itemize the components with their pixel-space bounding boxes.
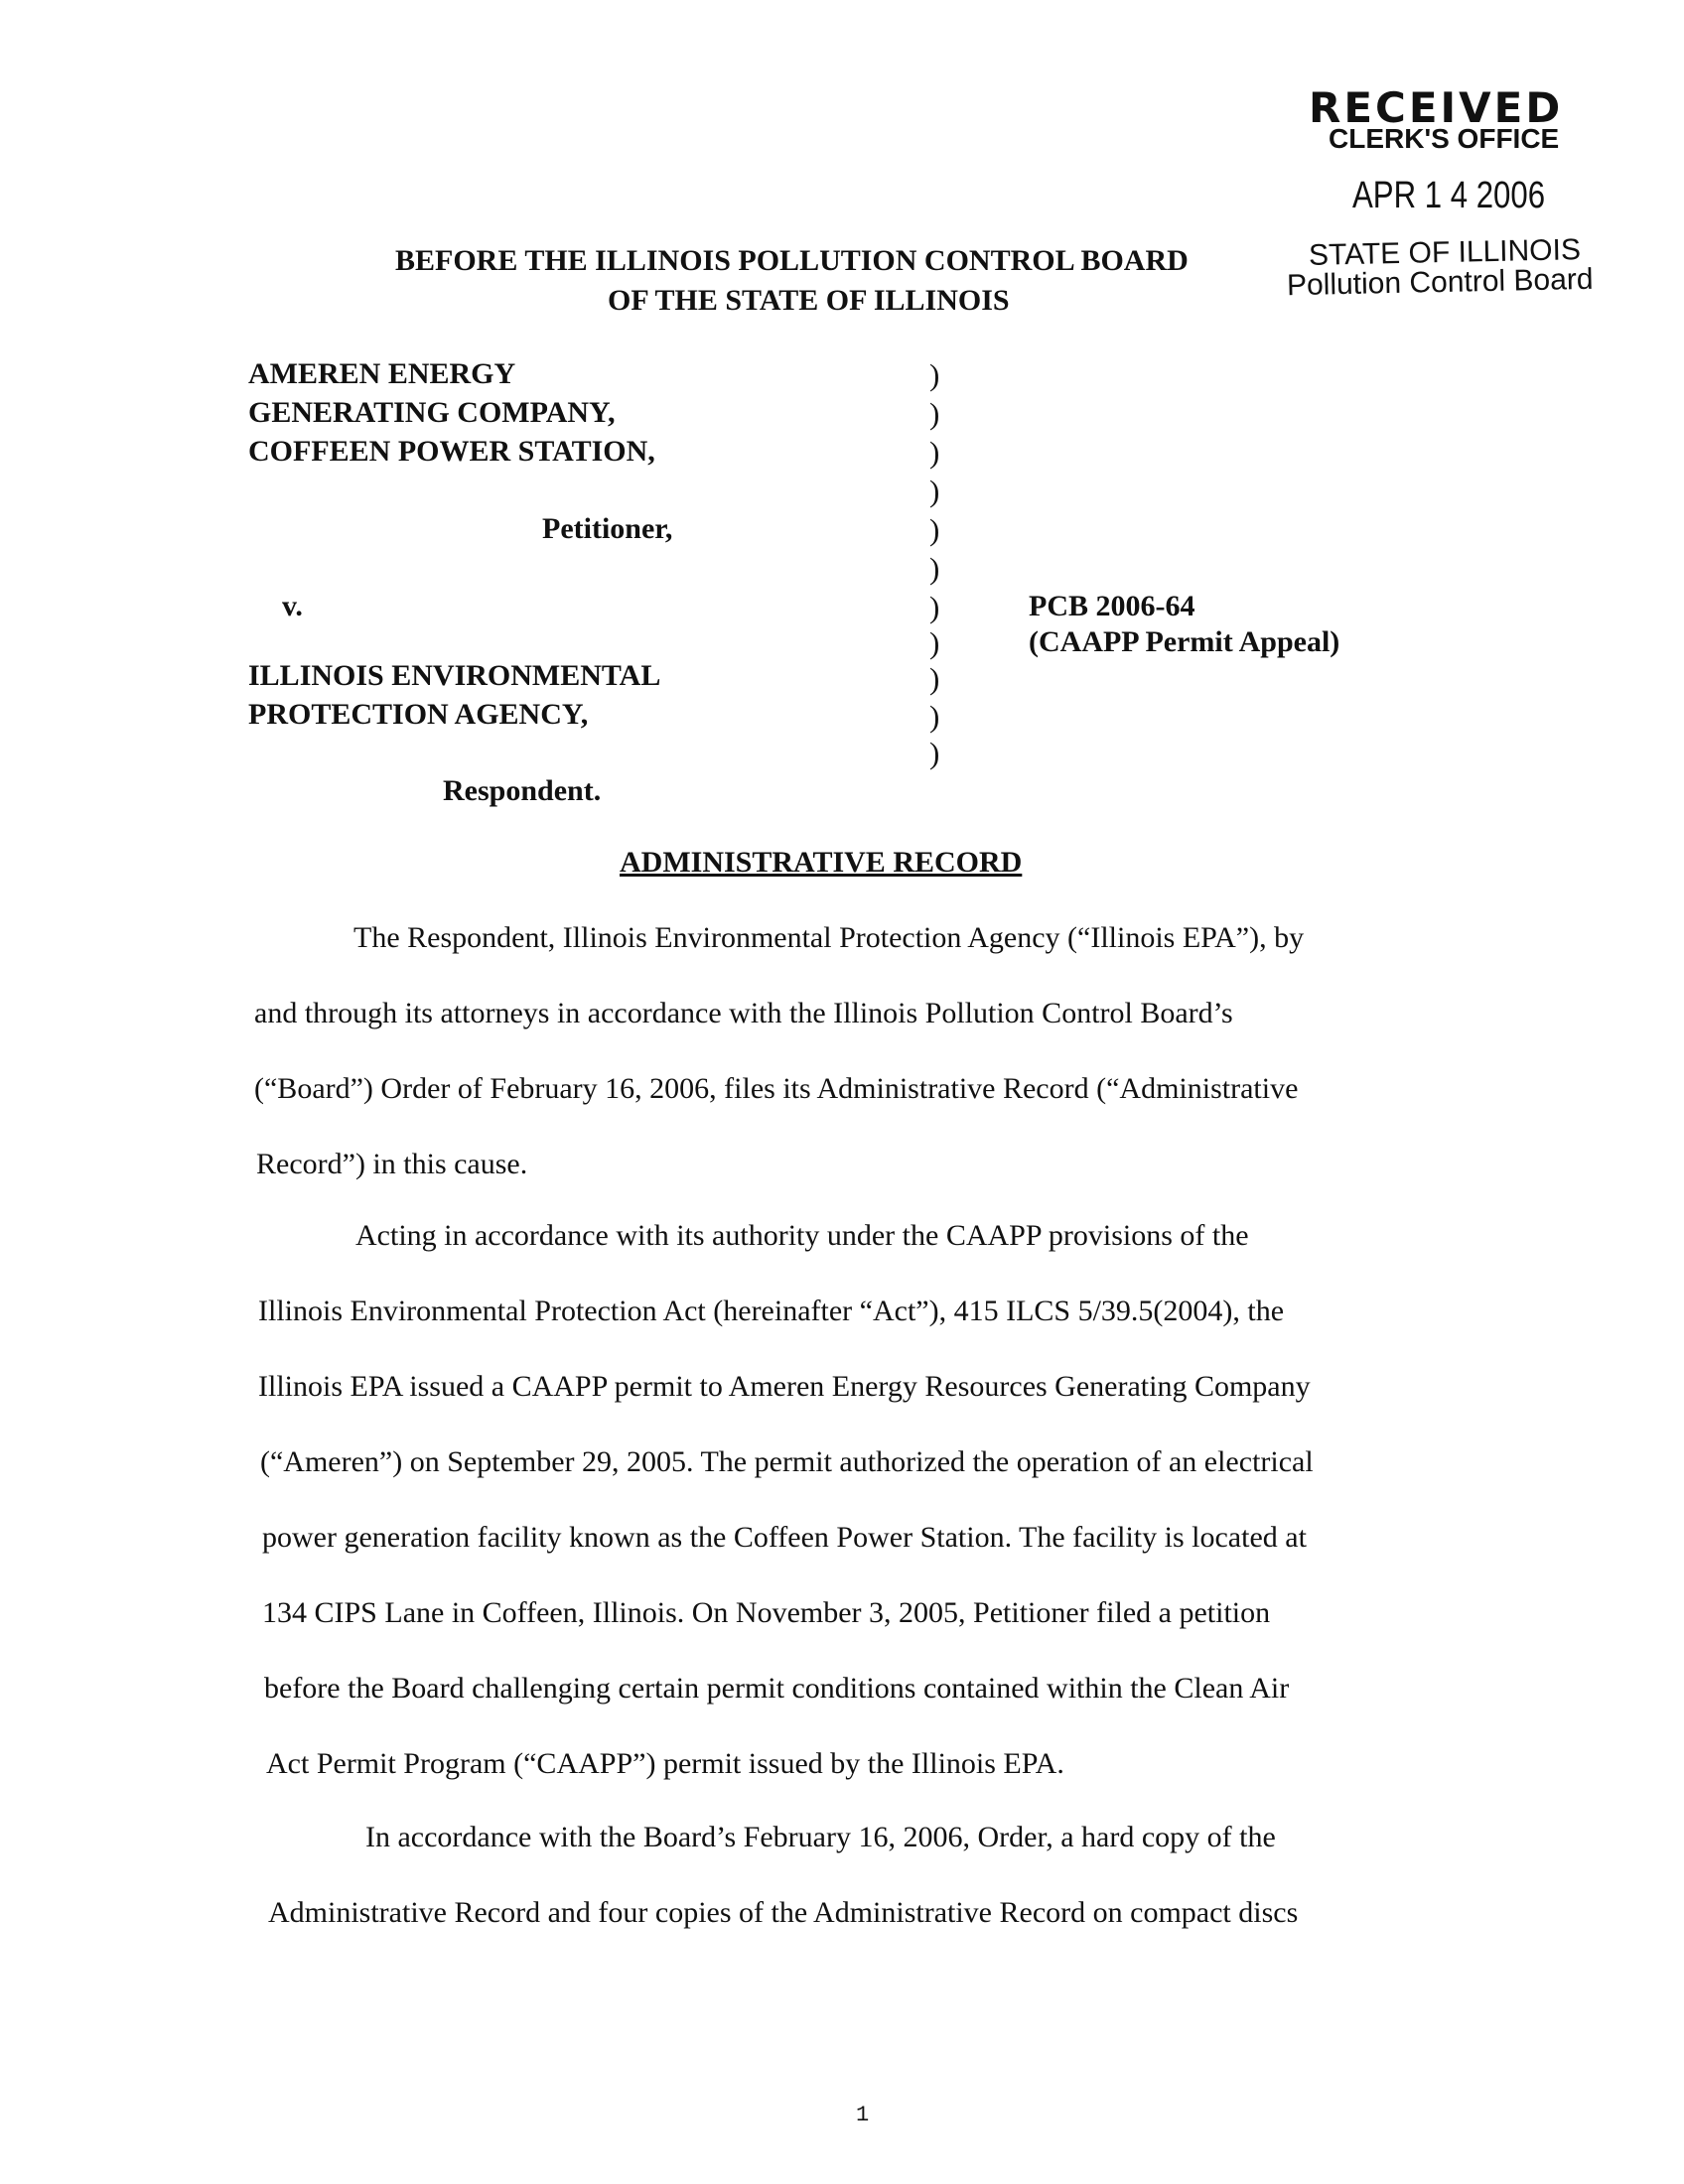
body-line: In accordance with the Board’s February 16, 2006, Order, a hard copy of the: [365, 1821, 1276, 1853]
body-line: Administrative Record and four copies of the Administrative Record on compact discs: [268, 1896, 1299, 1929]
stamp-date: APR 1 4 2006: [1352, 175, 1546, 216]
caption-parenthesis: ): [929, 661, 940, 696]
board-subtitle: OF THE STATE OF ILLINOIS: [608, 284, 1010, 317]
petitioner-role: Petitioner,: [542, 512, 673, 545]
body-line: and through its attorneys in accordance with the Illinois Pollution Control Board’s: [254, 997, 1233, 1029]
caption-parenthesis: ): [929, 590, 940, 624]
caption-parenthesis: ): [929, 736, 940, 770]
body-line: Act Permit Program (“CAAPP”) permit issued by the Illinois EPA.: [266, 1747, 1064, 1780]
body-line: power generation facility known as the Coffeen Power Station. The facility is located at: [262, 1521, 1307, 1554]
body-line: before the Board challenging certain permit conditions contained within the Clean Air: [264, 1672, 1290, 1705]
petitioner-name-line: GENERATING COMPANY,: [248, 396, 616, 429]
versus: v.: [282, 590, 303, 622]
petitioner-name-line: COFFEEN POWER STATION,: [248, 435, 655, 468]
caption-parenthesis: ): [929, 512, 940, 547]
case-number: PCB 2006-64: [1029, 590, 1195, 622]
caption-parenthesis: ): [929, 474, 940, 508]
respondent-name-line: PROTECTION AGENCY,: [248, 698, 589, 731]
caption-parenthesis: ): [929, 625, 940, 660]
respondent-name-line: ILLINOIS ENVIRONMENTAL: [248, 659, 661, 692]
body-line: Illinois EPA issued a CAAPP permit to Ameren Energy Resources Generating Company: [258, 1370, 1311, 1403]
caption-parenthesis: ): [929, 699, 940, 734]
page-number: 1: [856, 2103, 870, 2127]
caption-parenthesis: ): [929, 396, 940, 431]
caption-parenthesis: ): [929, 357, 940, 392]
section-title: ADMINISTRATIVE RECORD: [620, 846, 1023, 879]
stamp-state: STATE OF ILLINOIS: [1308, 233, 1582, 272]
body-line: Record”) in this cause.: [256, 1148, 528, 1180]
stamp-clerks-office: CLERK'S OFFICE: [1329, 123, 1560, 154]
board-title: BEFORE THE ILLINOIS POLLUTION CONTROL BOARD: [395, 244, 1189, 277]
body-line: Acting in accordance with its authority under the CAAPP provisions of the: [355, 1219, 1249, 1252]
body-line: (“Board”) Order of February 16, 2006, files its Administrative Record (“Administrative: [254, 1072, 1299, 1105]
stamp-received: RECEIVED: [1309, 83, 1564, 132]
respondent-role: Respondent.: [443, 774, 602, 807]
caption-parenthesis: ): [929, 435, 940, 470]
body-line: (“Ameren”) on September 29, 2005. The permit authorized the operation of an electrical: [260, 1445, 1314, 1478]
body-line: The Respondent, Illinois Environmental Protection Agency (“Illinois EPA”), by: [353, 921, 1305, 954]
case-type: (CAAPP Permit Appeal): [1029, 625, 1340, 658]
body-line: Illinois Environmental Protection Act (hereinafter “Act”), 415 ILCS 5/39.5(2004), the: [258, 1295, 1285, 1327]
body-line: 134 CIPS Lane in Coffeen, Illinois. On November 3, 2005, Petitioner filed a petition: [262, 1596, 1271, 1629]
petitioner-name-line: AMEREN ENERGY: [248, 357, 516, 390]
stamp-board: Pollution Control Board: [1286, 262, 1594, 303]
caption-parenthesis: ): [929, 551, 940, 586]
